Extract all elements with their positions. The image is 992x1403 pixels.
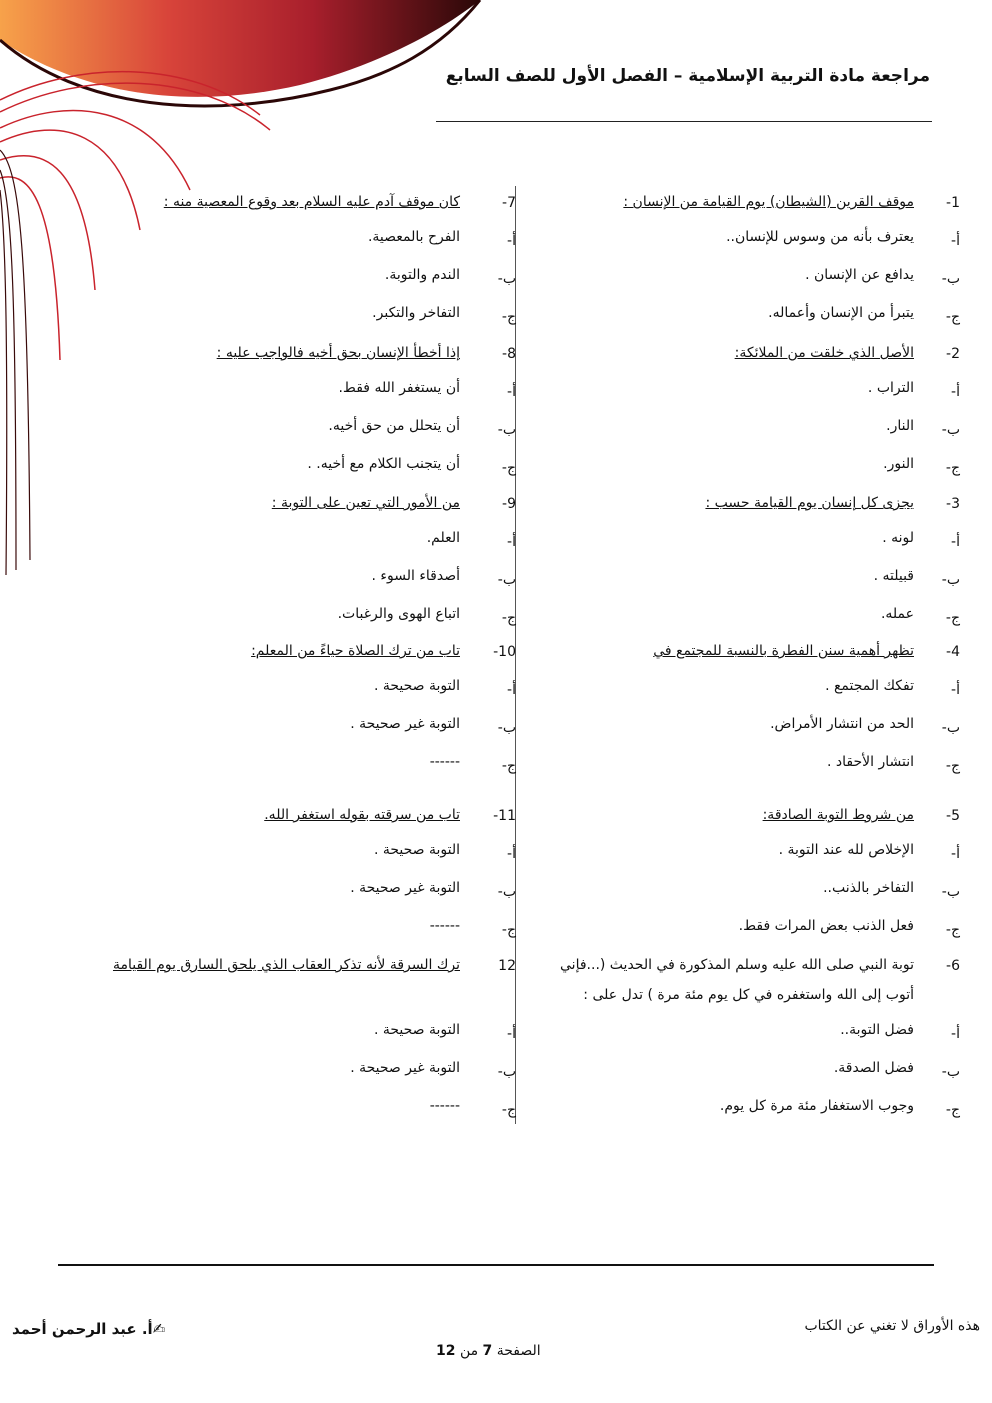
left-column-option-text: التوبة غير صحيحة . — [350, 880, 460, 896]
author-signature — [12, 1320, 165, 1338]
right-column-option-text: الإخلاص لله عند التوبة . — [778, 842, 914, 858]
left-column-option-label: ج- — [501, 1102, 516, 1118]
footer-note: هذه الأوراق لا تغني عن الكتاب — [804, 1318, 980, 1334]
right-column-question-number: -2 — [946, 346, 960, 362]
right-column-option-label: ب- — [941, 884, 960, 900]
left-column-option-label: ج- — [501, 610, 516, 626]
right-column-option-text: يدافع عن الإنسان . — [805, 267, 914, 283]
left-column-option-text: التوبة صحيحة . — [373, 1022, 460, 1038]
right-column-option-label: أ- — [951, 1026, 960, 1042]
right-column-option-label: ج- — [945, 460, 960, 476]
left-column-option-text: ------ — [429, 754, 460, 770]
left-column-option-text: ------ — [429, 918, 460, 934]
right-column-option-text: النار. — [886, 418, 914, 434]
pen-icon: ✍ — [152, 1320, 166, 1338]
right-column-question-number: -6 — [946, 958, 960, 974]
left-column-option-label: ب- — [497, 1064, 516, 1080]
left-column-question-text: تاب من ترك الصلاة حياءً من المعلم: — [251, 643, 460, 659]
left-column-question-text: إذا أخطأ الإنسان بحق أخيه فالواجب عليه : — [216, 345, 460, 361]
left-column-option-text: الندم والتوبة. — [384, 267, 460, 283]
right-column-option-label: ج- — [945, 1102, 960, 1118]
page-title: مراجعة مادة التربية الإسلامية – الفصل الأول للصف السابع — [445, 66, 930, 86]
right-column-question-number: -1 — [946, 195, 960, 211]
left-column-option-text: اتباع الهوى والرغبات. — [337, 606, 460, 622]
right-column-option-label: ب- — [941, 271, 960, 287]
right-column-option-label: أ- — [951, 384, 960, 400]
right-column-option-text: لونه . — [882, 530, 914, 546]
left-column-question-text: كان موقف آدم عليه السلام بعد وقوع المعصية منه : — [163, 194, 460, 210]
right-column-question-text: توبة النبي صلى الله عليه وسلم المذكورة في الحديث (...فإني أتوب إلى الله واستغفره في كل يوم مئة مرة ) تدل على : — [560, 957, 914, 1003]
right-column-question-text: موقف القرين (الشيطان) يوم القيامة من الإنسان : — [623, 194, 914, 210]
left-column-question-number: -11 — [493, 808, 516, 824]
left-column-option-text: ------ — [429, 1098, 460, 1114]
left-column-option-label: أ- — [507, 846, 516, 862]
right-column-option-text: انتشار الأحقاد . — [827, 754, 914, 770]
right-column-question-number: -4 — [946, 644, 960, 660]
right-column-option-label: ج- — [945, 610, 960, 626]
right-column-option-label: أ- — [951, 534, 960, 550]
left-column-option-text: أن يستغفر الله فقط. — [338, 380, 460, 396]
right-column-option-label: ب- — [941, 572, 960, 588]
right-column-option-text: التراب . — [867, 380, 914, 396]
left-column-option-label: أ- — [507, 233, 516, 249]
left-column-option-label: أ- — [507, 534, 516, 550]
author-name: أ. عبد الرحمن أحمد — [12, 1320, 153, 1338]
left-column-question-text: تاب من سرقته بقوله استغفر الله. — [264, 807, 460, 823]
left-column-option-text: التوبة صحيحة . — [373, 678, 460, 694]
right-column-option-text: فضل الصدقة. — [833, 1060, 914, 1076]
right-column-option-label: أ- — [951, 682, 960, 698]
left-column-question-number: -7 — [502, 195, 516, 211]
left-column-option-text: أن يتحلل من حق أخيه. — [328, 418, 460, 434]
left-column-option-text: العلم. — [426, 530, 460, 546]
left-column-option-text: التوبة صحيحة . — [373, 842, 460, 858]
right-column-option-text: النور. — [883, 456, 914, 472]
left-column-option-text: أصدقاء السوء . — [371, 568, 460, 584]
right-column-question-text: تظهر أهمية سنن الفطرة بالنسبة للمجتمع في — [653, 643, 914, 659]
left-column-option-text: التوبة غير صحيحة . — [350, 716, 460, 732]
right-column-option-text: فعل الذنب بعض المرات فقط. — [738, 918, 914, 934]
right-column-option-text: عمله. — [880, 606, 914, 622]
left-column-option-text: الفرح بالمعصية. — [367, 229, 460, 245]
left-column-option-label: ب- — [497, 422, 516, 438]
right-column-option-text: فضل التوبة.. — [840, 1022, 914, 1038]
right-column-question-text: من شروط التوبة الصادقة: — [762, 807, 914, 823]
left-column-option-label: أ- — [507, 682, 516, 698]
right-column-question-text: الأصل الذي خلقت من الملائكة: — [734, 345, 914, 361]
right-column-option-text: التفاخر بالذنب.. — [823, 880, 914, 896]
left-column-option-label: ج- — [501, 758, 516, 774]
right-column-option-text: قبيلته . — [873, 568, 914, 584]
left-column-option-label: ب- — [497, 884, 516, 900]
left-column-option-label: أ- — [507, 384, 516, 400]
title-underline-divider — [436, 121, 932, 122]
right-column-option-text: تفكك المجتمع . — [825, 678, 914, 694]
right-column-option-label: أ- — [951, 846, 960, 862]
left-column-option-text: أن يتجنب الكلام مع أخيه. . — [307, 456, 460, 472]
left-column-question-number: 12 — [498, 958, 516, 974]
left-column-question-number: -9 — [502, 496, 516, 512]
right-column-option-text: الحد من انتشار الأمراض. — [770, 716, 914, 732]
left-column-option-text: التوبة غير صحيحة . — [350, 1060, 460, 1076]
right-column-question-number: -3 — [946, 496, 960, 512]
left-column-question-text: من الأمور التي تعين على التوبة : — [271, 495, 460, 511]
left-column-option-label: ب- — [497, 720, 516, 736]
left-column-question-text: ترك السرقة لأنه تذكر العقاب الذي يلحق السارق يوم القيامة — [112, 957, 460, 973]
left-column-question-number: -10 — [493, 644, 516, 660]
right-column-option-label: ب- — [941, 720, 960, 736]
left-column-option-text: التفاخر والتكبر. — [372, 305, 460, 321]
left-column-option-label: أ- — [507, 1026, 516, 1042]
right-column-option-text: يتبرأ من الإنسان وأعماله. — [768, 305, 914, 321]
right-column-option-label: ج- — [945, 758, 960, 774]
right-column-option-label: أ- — [951, 233, 960, 249]
left-column-option-label: ج- — [501, 309, 516, 325]
right-column-option-text: يعترف بأنه من وسوس للإنسان.. — [726, 229, 914, 245]
left-column-question-number: -8 — [502, 346, 516, 362]
right-column-option-label: ج- — [945, 309, 960, 325]
right-column-option-label: ب- — [941, 422, 960, 438]
right-column-question-number: -5 — [946, 808, 960, 824]
right-column-option-label: ج- — [945, 922, 960, 938]
right-column-option-label: ب- — [941, 1064, 960, 1080]
right-column-option-text: وجوب الاستغفار مئة مرة كل يوم. — [719, 1098, 914, 1114]
right-column-question-text: يجزى كل إنسان يوم القيامة حسب : — [705, 495, 914, 511]
left-column-option-label: ب- — [497, 572, 516, 588]
left-column-option-label: ج- — [501, 460, 516, 476]
footer-divider — [58, 1264, 934, 1266]
page-number: الصفحة 7 من 12 — [436, 1343, 541, 1359]
left-column-option-label: ب- — [497, 271, 516, 287]
left-column-option-label: ج- — [501, 922, 516, 938]
